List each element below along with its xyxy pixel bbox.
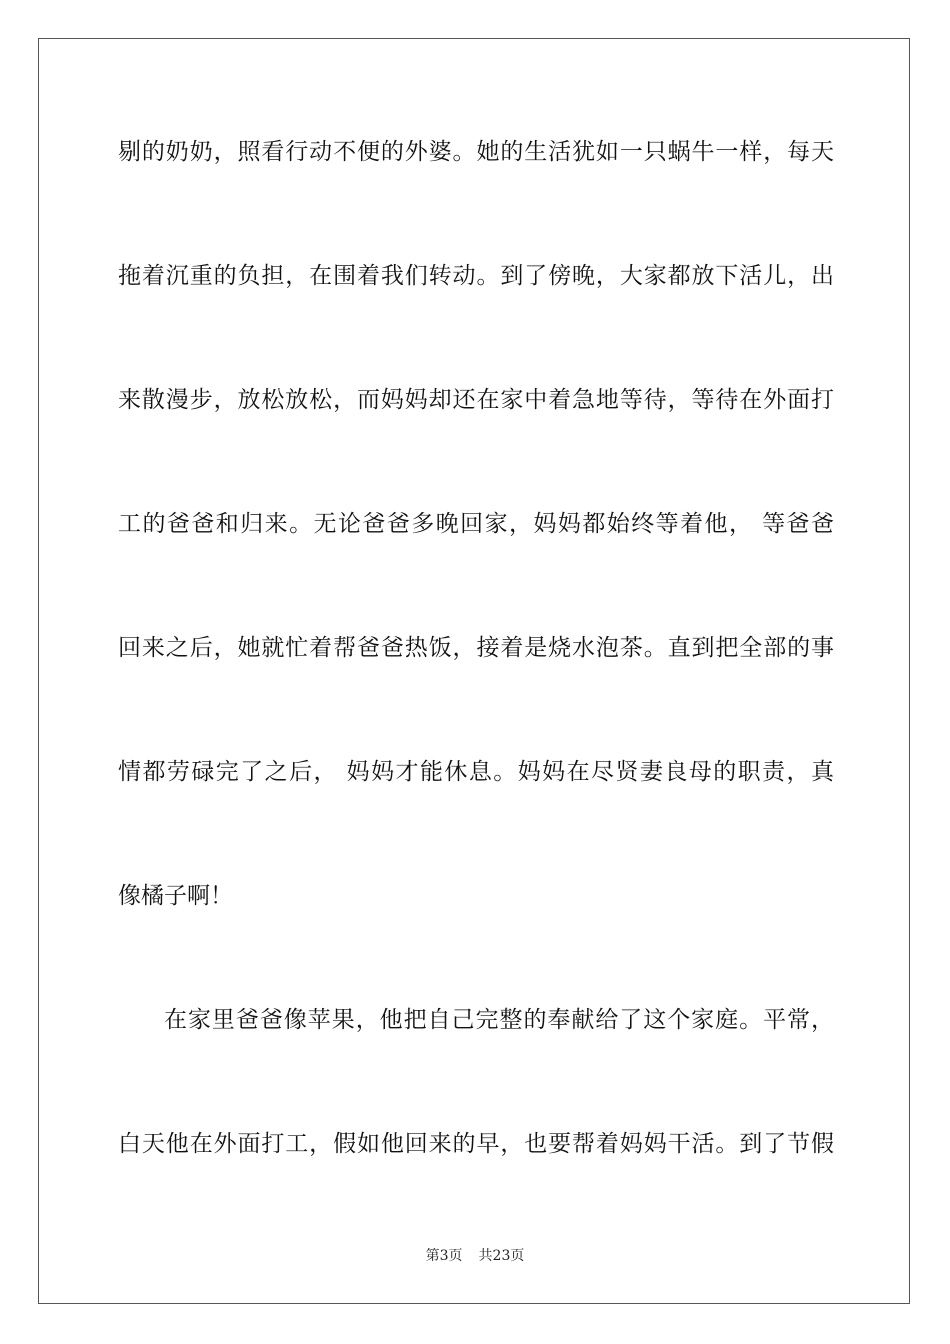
page-border — [38, 38, 910, 1304]
paragraph-line: 在家里爸爸像苹果，他把自己完整的奉献给了这个家庭。平常， — [164, 1007, 834, 1033]
paragraph-line: 剔的奶奶，照看行动不便的外婆。她的生活犹如一只蜗牛一样，每天 — [118, 139, 834, 165]
paragraph-line: 来散漫步，放松放松，而妈妈却还在家中着急地等待，等待在外面打 — [118, 387, 834, 413]
page-footer — [0, 1247, 950, 1265]
page-number: 第3页 — [425, 1248, 463, 1264]
paragraph-line: 像橘子啊！ — [118, 883, 233, 909]
paragraph-line: 回来之后，她就忙着帮爸爸热饭，接着是烧水泡茶。直到把全部的事 — [118, 635, 834, 661]
paragraph-line: 工的爸爸和归来。无论爸爸多晚回家，妈妈都始终等着他， 等爸爸 — [118, 511, 834, 537]
paragraph-line: 情都劳碌完了之后， 妈妈才能休息。妈妈在尽贤妻良母的职责，真 — [118, 759, 834, 785]
paragraph-line: 拖着沉重的负担，在围着我们转动。到了傍晚，大家都放下活儿，出 — [118, 263, 834, 289]
paragraph-line: 白天他在外面打工，假如他回来的早，也要帮着妈妈干活。到了节假 — [118, 1131, 834, 1157]
page-total: 共23页 — [478, 1248, 525, 1264]
